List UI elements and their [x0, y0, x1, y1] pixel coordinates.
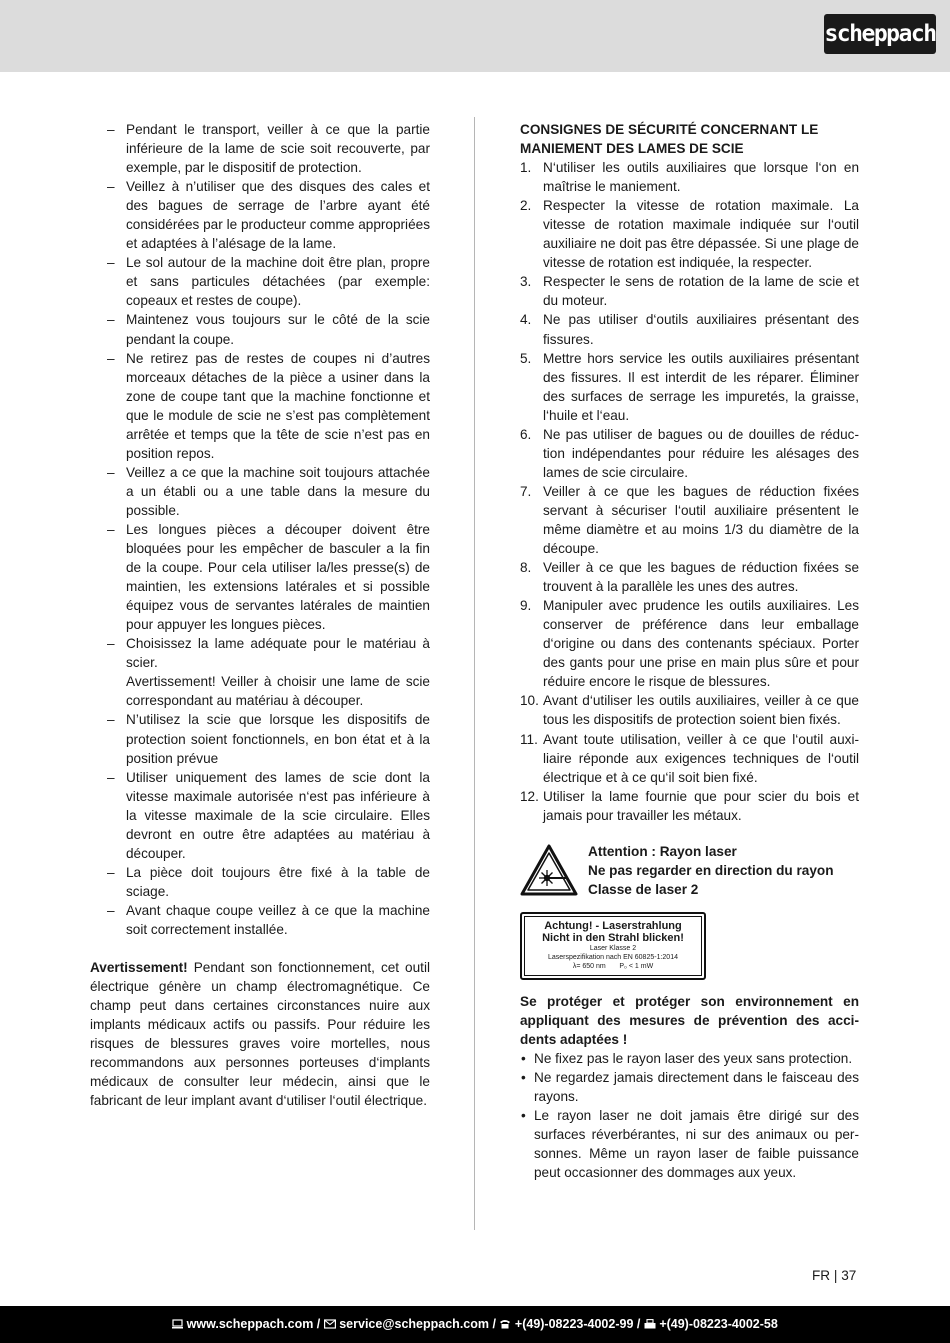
- list-item: 4. Ne pas utiliser d‘outils auxiliaires présentant des fissures.: [520, 312, 859, 347]
- list-item: – Le sol autour de la machine doit être plan, propre et sans particules détachées (par exemple: copeaux et restes de coupe).: [107, 255, 430, 309]
- laser-warning-icon: [520, 844, 578, 896]
- list-item: 6. Ne pas utiliser de bagues ou de douilles de réduction indépendantes pour réduire les alésages des lames de scie circulaire.: [520, 426, 859, 480]
- left-column: [90, 120, 430, 1110]
- fax-number[interactable]: +(49)-08223-4002-58: [659, 1317, 778, 1331]
- list-item: – Veillez à n’utiliser que des disques des cales et des bagues de serrage de l’arbre ayant été considérées par le producteur comme appropriées et adaptées à l’alésage de la lame.: [107, 179, 430, 252]
- laser-class-label: Achtung! - Laserstrahlung Nicht in den Strahl blicken! Laser Klasse 2 Laserspezifikation nach EN 60825-1:2014 λ= 650 nm P₀ < 1 mW: [520, 912, 706, 980]
- right-column: [520, 120, 859, 1182]
- list-item: – Veillez a ce que la machine soit toujours attachée a un établi ou a une table dans la mesure du possible.: [107, 464, 430, 518]
- protection-title: Se protéger et protéger son environnement en appliquant des mesures de prévention des accidents adaptées !: [520, 993, 859, 1047]
- list-item: • Ne regardez jamais directement dans le faisceau des rayons.: [521, 1069, 859, 1104]
- header-band: [0, 0, 950, 72]
- page-number: FR | 37: [812, 1268, 857, 1283]
- safety-dash-list: [90, 120, 430, 939]
- list-item: 7. Veiller à ce que les bagues de réduction fixées servant à sécuriser l‘outil auxiliaire présentent le même diamètre et au moins 1/3 du diamètre de la découpe.: [520, 483, 859, 557]
- brand-logo[interactable]: scheppach: [824, 14, 936, 54]
- laser-warning: [520, 842, 859, 900]
- list-item: 1. N‘utiliser les outils auxiliaires que lorsque l‘on en maîtrise le maniement.: [520, 160, 859, 195]
- item-note: Avertissement! Veiller à choisir une lame de scie correspondant au matériau à découper.: [126, 674, 430, 709]
- list-item: 10. Avant d‘utiliser les outils auxiliaires, veiller à ce que tous les dispositifs de protection soient bien fixés.: [520, 693, 859, 728]
- footer-contact-bar: www.scheppach.com / service@scheppach.com / +(49)-08223-4002-99 / +(49)-08223-4002-58: [0, 1306, 950, 1343]
- list-item: 11. Avant toute utilisation, veiller à ce que l‘outil auxiliaire réponde aux exigences techniques de l‘outil électrique et à ce qu‘il soit bien fixé.: [520, 731, 859, 785]
- list-item: – Ne retirez pas de restes de coupes ni d’autres morceaux détaches de la pièce a usiner dans la zone de coupe tant que la machine fonctionne et que le module de scie ne s’est pas complètement arrêtée et temps que la tête de scie n’est pas en position repos.: [107, 350, 430, 461]
- warning-label: Avertissement!: [90, 960, 188, 976]
- list-item: – Utiliser uniquement des lames de scie dont la vitesse maximale autorisée n‘est pas inférieure à la vitesse maximale de la scie circulaire. Elles devront en outre être adaptées au matériau à découper.: [107, 769, 430, 861]
- list-item: – Les longues pièces a découper doivent être bloquées pour les empêcher de basculer a la fin de la coupe. Pour cela utiliser la/les presse(s) de maintien, les extensions latérales et si possible équipez vous de servantes latérales de maintien pour appuyer les longues pièces.: [107, 521, 430, 633]
- list-item: – Choisissez la lame adéquate pour le matériau à scier. Avertissement! Veiller à choisir une lame de scie correspondant au matériau à découper.: [107, 636, 430, 709]
- computer-icon: [172, 1319, 183, 1329]
- list-item: – Avant chaque coupe veillez à ce que la machine soit correctement installée.: [107, 902, 430, 937]
- list-item: 8. Veiller à ce que les bagues de réduction fixées se trouvent à la parallèle les unes des autres.: [520, 560, 859, 595]
- blade-safety-numbered-list: [520, 158, 859, 825]
- laser-warning-text: Attention : Rayon laser Ne pas regarder en direction du rayon Classe de laser 2: [588, 843, 834, 897]
- column-divider: [474, 117, 475, 1230]
- list-item: 5. Mettre hors service les outils auxiliaires présentant des fissures. Il est interdit de les réparer. Éliminer des surfaces de serrage les impuretés, la graisse, l‘huile et l‘eau.: [520, 350, 859, 423]
- list-item: 12. Utiliser la lame fournie que pour scier du bois et jamais pour travailler les métaux.: [520, 788, 859, 823]
- list-item: – N’utilisez la scie que lorsque les dispositifs de protection soient fonctionnels, en bon état et à la position prévue: [107, 712, 430, 766]
- list-item: • Le rayon laser ne doit jamais être dirigé sur des surfaces réverbérantes, ni sur des animaux ou personnes. Même un rayon laser de faible puissance peut occasionner des dommages aux yeux.: [521, 1108, 859, 1181]
- phone-icon: [499, 1319, 511, 1329]
- website-link[interactable]: www.scheppach.com: [186, 1317, 314, 1331]
- protection-bullet-list: [520, 1049, 859, 1182]
- email-link[interactable]: service@scheppach.com: [339, 1317, 489, 1331]
- emf-warning-paragraph: Avertissement! Pendant son fonctionnement, cet outil électrique génère un champ électromagnétique. Ce champ peut dans certaines circonstances nuire aux implants médicaux actifs ou passifs. Pour réduire les risques de blessures graves voire mortelles, nous recommandons aux personnes porteuses d‘implants médicaux de consulter leur médecin, ainsi que le fabricant de leur implant avant d‘utiliser l‘outil électrique.: [90, 960, 430, 1109]
- section-title: CONSIGNES DE SÉCURITÉ CONCERNANT LE MANIEMENT DES LAMES DE SCIE: [520, 122, 819, 157]
- email-icon: [324, 1319, 336, 1329]
- list-item: • Ne fixez pas le rayon laser des yeux sans protection.: [521, 1050, 853, 1066]
- list-item: – Pendant le transport, veiller à ce que la partie inférieure de la lame de scie soit recouverte, par exemple, par le dispositif de protection.: [107, 122, 430, 176]
- list-item: 3. Respecter le sens de rotation de la lame de scie et du moteur.: [520, 274, 859, 309]
- list-item: – Maintenez vous toujours sur le côté de la scie pendant la coupe.: [107, 312, 430, 347]
- phone-number[interactable]: +(49)-08223-4002-99: [514, 1317, 634, 1331]
- list-item: – La pièce doit toujours être fixé à la table de sciage.: [107, 864, 430, 899]
- list-item: 9. Manipuler avec prudence les outils auxiliaires. Les conserver de préférence dans leur emballage d‘origine ou dans des contenants spéciaux. Porter des gants pour une prise en main plus sûre et pour réduire encore le risque de blessures.: [520, 598, 859, 690]
- list-item: 2. Respecter la vitesse de rotation maximale. La vitesse de rotation maximale indiquée sur l‘outil auxiliaire ne doit pas être dépassée. Si une plage de vitesse de rotation est indiquée, la respecter.: [520, 198, 859, 271]
- fax-icon: [644, 1319, 656, 1329]
